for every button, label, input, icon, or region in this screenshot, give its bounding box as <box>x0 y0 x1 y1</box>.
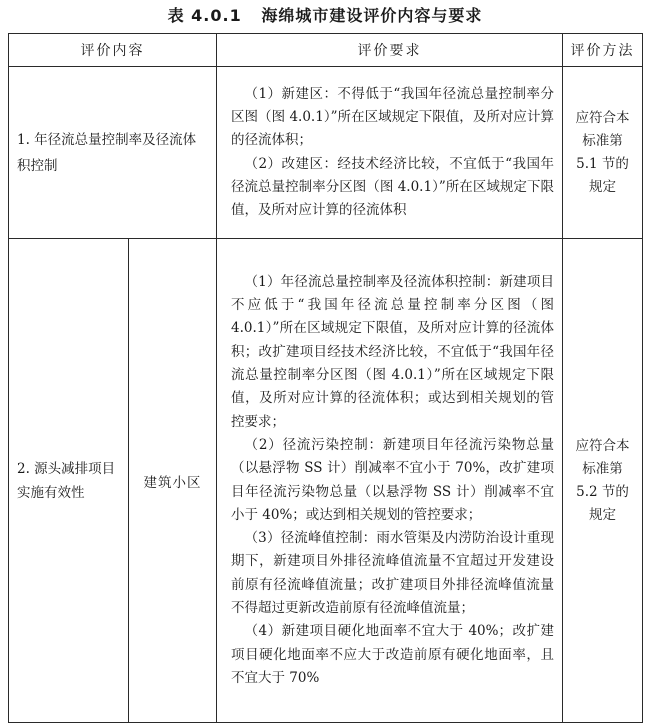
evaluation-table <box>8 33 643 723</box>
row-method <box>563 67 643 239</box>
row-subcategory: 建筑小区 <box>129 239 217 723</box>
row-method <box>563 239 643 723</box>
header-requirement: 评价要求 <box>217 34 563 67</box>
method-line: 应符合本 <box>575 109 630 126</box>
table-row <box>9 239 643 723</box>
header-row <box>9 34 643 67</box>
method-line: 标准第 <box>582 460 623 477</box>
requirement-item: （1）新建区：不得低于“我国年径流总量控制率分区图（图 4.0.1）”所在区域规定下限值，及所对应计算的径流体积； <box>231 85 554 149</box>
method-line: 5.1 节的 <box>576 155 629 172</box>
method-line: 标准第 <box>582 132 623 149</box>
requirement-item: （2）改建区：经技术经济比较，不宜低于“我国年径流总量控制率分区图（图 4.0.1）”所在区域规定下限值，及所对应计算的径流体积 <box>231 155 554 219</box>
row-content: 2. 源头减排项目实施有效性 <box>9 239 129 723</box>
method-line: 规定 <box>589 178 616 195</box>
method-line: 5.2 节的 <box>576 483 629 500</box>
requirement-item: （3）径流峰值控制：雨水管渠及内涝防治设计重现期下，新建项目外排径流峰值流量不宜超过开发建设前原有径流峰值流量；改扩建项目外排径流峰值流量不得超过更新改造前原有径流峰值流量； <box>231 530 554 616</box>
method-line: 规定 <box>589 506 616 523</box>
method-line: 应符合本 <box>575 437 630 454</box>
table-row <box>9 67 643 239</box>
header-content: 评价内容 <box>9 34 217 67</box>
row-content: 1. 年径流总量控制率及径流体积控制 <box>9 67 217 239</box>
requirement-item: （4）新建项目硬化地面率不宜大于 40%；改扩建项目硬化地面率不应大于改造前原有硬化地面率，且不宜大于 70% <box>231 623 554 686</box>
table-title: 表 4.0.1 海绵城市建设评价内容与要求 <box>167 6 483 25</box>
requirement-item: （1）年径流总量控制率及径流体积控制：新建项目不应低于“我国年径流总量控制率分区图（图 4.0.1）”所在区域规定下限值，及所对应计算的径流体积；改扩建项目经技术经济比较，不宜低于“我国年径流总量控制率分区图（图 4.0.1）”所在区域规定下限值，及所对应计算的径流体积；或达到相关规划的管控要求； <box>231 273 554 430</box>
row-requirements <box>217 239 563 723</box>
header-method: 评价方法 <box>563 34 643 67</box>
requirement-item: （2）径流污染控制：新建项目年径流污染物总量（以悬浮物 SS 计）削减率不宜小于 70%，改扩建项目年径流污染物总量（以悬浮物 SS 计）削减率不宜小于 40%；或达到相关规划的管控要求； <box>231 436 554 523</box>
row-requirements <box>217 67 563 239</box>
